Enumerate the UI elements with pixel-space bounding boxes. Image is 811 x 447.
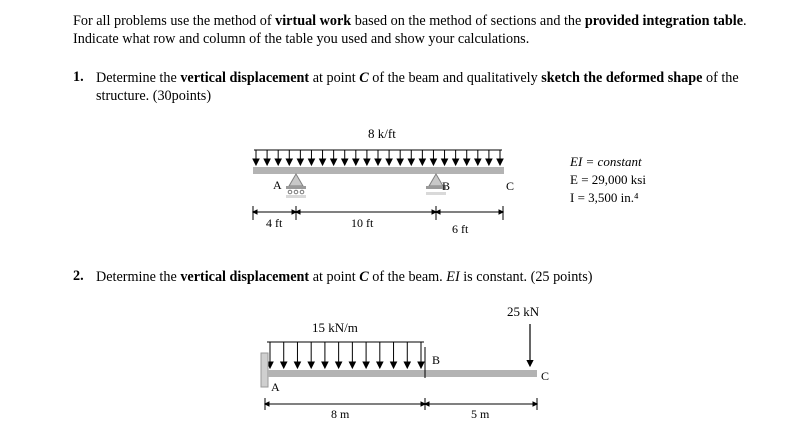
property-e: E = 29,000 ksi: [570, 172, 646, 187]
load-1-arrow: [430, 150, 436, 165]
load-1-arrow: [364, 150, 370, 165]
p1-text-4: of the structure. (30points): [96, 70, 739, 104]
load-1-arrow: [264, 150, 270, 165]
load-1-arrow: [342, 150, 348, 165]
property-ei: EI = constant: [570, 154, 642, 169]
intro-bold-integration-table: provided integration table: [584, 13, 744, 29]
load-1-arrow: [320, 150, 326, 165]
point-load-label: 25 kN: [507, 304, 540, 319]
load-1-arrow: [475, 150, 481, 165]
distributed-load-label-2: 15 kN/m: [312, 320, 358, 335]
beam-1: [253, 167, 504, 174]
load-2-arrow: [363, 342, 369, 368]
label-a-2: A: [271, 380, 280, 394]
p1-bold-vertical-displacement: vertical displacement: [180, 70, 310, 86]
dim-label-10ft: 10 ft: [351, 216, 374, 230]
load-2-arrow: [377, 342, 383, 368]
p2-text-1: Determine the: [96, 269, 181, 285]
property-i: I = 3,500 in.⁴: [570, 190, 639, 205]
load-1-arrow: [286, 150, 292, 165]
p2-text-4: is constant. (25 points): [459, 269, 593, 285]
load-1-arrow: [297, 150, 303, 165]
intro-text-2: based on the method of sections and the: [351, 13, 585, 29]
dim-label-6ft: 6 ft: [452, 222, 469, 236]
p2-bold-vertical-displacement: vertical displacement: [180, 269, 310, 285]
beam-2: [267, 370, 537, 377]
dimension-line-1: [253, 206, 503, 220]
intro-bold-virtual-work: virtual work: [275, 13, 352, 29]
p2-text-3: of the beam.: [368, 269, 447, 285]
load-2-arrow: [418, 342, 424, 368]
load-1-arrow: [386, 150, 392, 165]
p1-point-c: C: [359, 70, 369, 86]
p1-text-3: of the beam and qualitatively: [368, 70, 542, 86]
load-1-arrow: [353, 150, 359, 165]
label-c-1: C: [506, 179, 515, 193]
load-1-arrow: [375, 150, 381, 165]
load-1-arrow: [308, 150, 314, 165]
p2-point-c: C: [359, 269, 369, 285]
load-1-arrow: [275, 150, 281, 165]
label-a-1: A: [273, 178, 282, 192]
dimension-line-2: [265, 398, 537, 410]
load-1-arrow: [486, 150, 492, 165]
load-1-arrow: [464, 150, 470, 165]
beam-1-diagram: [253, 126, 646, 236]
fixed-support-a: [261, 353, 268, 387]
dim-label-5m: 5 m: [471, 407, 490, 421]
label-b-2: B: [432, 353, 441, 367]
load-1-arrow: [453, 150, 459, 165]
p2-text-2: at point: [309, 269, 360, 285]
label-b-1: B: [442, 179, 451, 193]
p1-text-2: at point: [309, 70, 360, 86]
load-2-arrow: [294, 342, 300, 368]
distributed-load-arrows-1: [253, 150, 503, 165]
load-2-arrow: [322, 342, 328, 368]
p1-text-1: Determine the: [96, 70, 181, 86]
intro-text-1: For all problems use the method of: [73, 13, 276, 29]
load-1-arrow: [419, 150, 425, 165]
label-c-2: C: [541, 369, 550, 383]
load-1-arrow: [397, 150, 403, 165]
intro-text-3: . Indicate what row and column of the table you used and show your calculations.: [73, 13, 747, 47]
problem-2-number: 2.: [73, 268, 84, 284]
load-2-arrow: [281, 342, 287, 368]
load-1-arrow: [442, 150, 448, 165]
problem-1-number: 1.: [73, 69, 84, 85]
load-1-arrow: [331, 150, 337, 165]
load-1-arrow: [408, 150, 414, 165]
distributed-load-label-1: 8 k/ft: [368, 126, 396, 141]
p1-bold-sketch: sketch the deformed shape: [541, 70, 703, 86]
load-2-arrow: [404, 342, 410, 368]
dim-label-8m: 8 m: [331, 407, 350, 421]
load-2-arrow: [349, 342, 355, 368]
load-2-arrow: [308, 342, 314, 368]
p2-ei: EI: [446, 269, 460, 285]
load-1-arrow: [253, 150, 259, 165]
dim-label-4ft: 4 ft: [266, 216, 283, 230]
load-2-arrow: [336, 342, 342, 368]
load-2-arrow: [391, 342, 397, 368]
beam-2-diagram: [261, 304, 549, 421]
pin-support-a: [286, 174, 306, 198]
load-1-arrow: [497, 150, 503, 165]
distributed-load-arrows-2: [267, 342, 424, 368]
